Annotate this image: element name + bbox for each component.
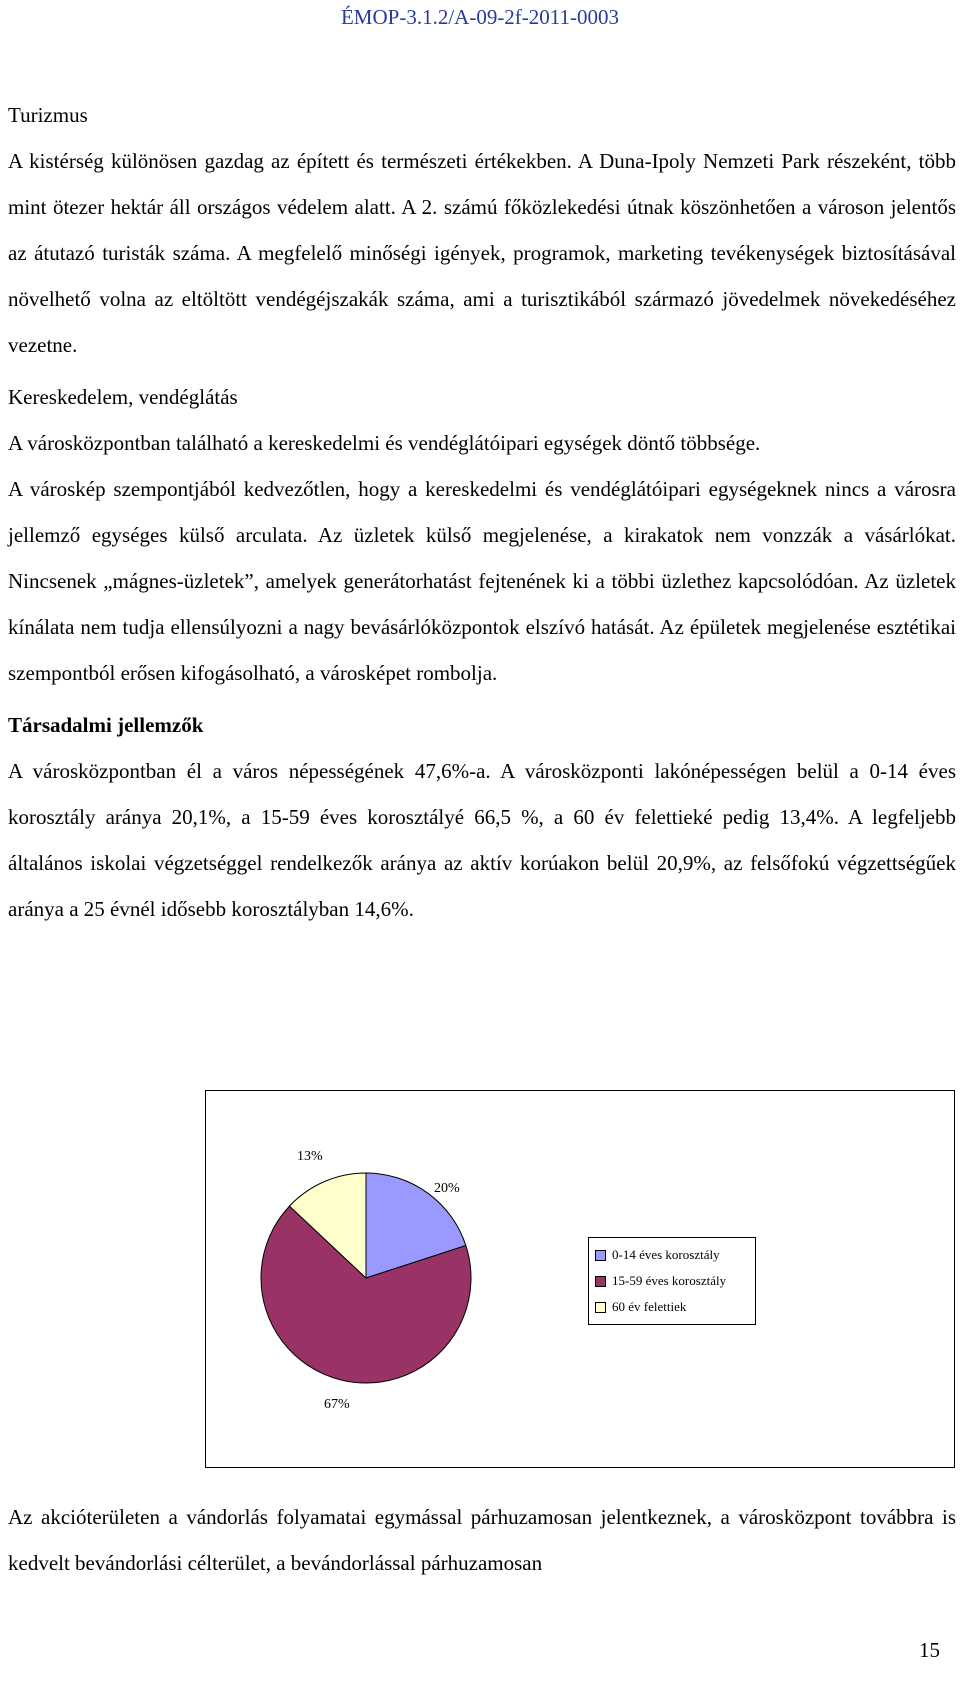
data-label-15-59: 67% <box>324 1397 350 1412</box>
age-distribution-chart <box>205 1090 955 1468</box>
closing-text <box>8 1494 956 1586</box>
paragraph-closing: Az akcióterületen a vándorlás folyamatai egymással párhuzamosan jelentkeznek, a városközpont továbbra is kedvelt bevándorlási célterület, a bevándorlással párhuzamosan <box>8 1505 956 1575</box>
legend-label-60-plus: 60 év felettiek <box>612 1299 687 1314</box>
legend-item-0-14 <box>595 1242 749 1268</box>
paragraph-tourism: A kistérség különösen gazdag az épített és természeti értékekben. A Duna-Ipoly Nemzeti Park részeként, több mint ötezer hektár áll országos védelem alatt. A 2. számú főközlekedési útnak köszönhetően a városon jelentős az átutazó turisták száma. A megfelelő minőségi igények, programok, marketing tevékenységek biztosításával növelhető volna az eltöltött vendégéjszakák száma, ami a turisztikából származó jövedelmek növekedéséhez vezetne. <box>8 149 956 357</box>
paragraph-commerce-1: A városközpontban található a kereskedelmi és vendéglátóipari egységek döntő többsége. <box>8 431 761 455</box>
section-heading-tourism: Turizmus <box>8 103 88 127</box>
section-heading-commerce: Kereskedelem, vendéglátás <box>8 385 238 409</box>
paragraph-commerce-2: A városkép szempontjából kedvezőtlen, hogy a kereskedelmi és vendéglátóipari egységeknek nincs a városra jellemző egységes külső arculata. Az üzletek külső megjelenése, a kirakatok nem vonzzák a vásárlókat. Nincsenek „mágnes-üzletek”, amelyek generátorhatást fejtenének ki a többi üzlethez kapcsolódóan. Az üzletek kínálata nem tudja ellensúlyozni a nagy bevásárlóközpontok elszívó hatását. Az épületek megjelenése esztétikai szempontból erősen kifogásolható, a városképet rombolja. <box>8 477 956 685</box>
section-heading-social: Társadalmi jellemzők <box>8 713 204 737</box>
legend-swatch-15-59 <box>595 1276 606 1287</box>
legend-swatch-0-14 <box>595 1250 606 1261</box>
pie-chart-svg <box>206 1091 956 1469</box>
legend-label-0-14: 0-14 éves korosztály <box>612 1247 720 1262</box>
legend-swatch-60-plus <box>595 1302 606 1313</box>
chart-legend <box>588 1237 756 1325</box>
page-number: 15 <box>919 1638 940 1662</box>
legend-item-15-59 <box>595 1268 749 1294</box>
legend-item-60-plus <box>595 1294 749 1320</box>
document-body <box>8 92 956 932</box>
paragraph-social: A városközpontban él a város népességének 47,6%-a. A városközponti lakónépességen belül a 0-14 éves korosztály aránya 20,1%, a 15-59 éves korosztályé 66,5 %, a 60 év felettieké pedig 13,4%. A legfeljebb általános iskolai végzetséggel rendelkezők aránya az aktív korúakon belül 20,9%, az felsőfokú végzettségűek aránya a 25 évnél idősebb korosztályban 14,6%. <box>8 759 956 921</box>
data-label-60-plus: 13% <box>297 1149 323 1164</box>
data-label-0-14: 20% <box>434 1181 460 1196</box>
document-code-header: ÉMOP-3.1.2/A-09-2f-2011-0003 <box>340 5 620 29</box>
legend-label-15-59: 15-59 éves korosztály <box>612 1273 727 1288</box>
